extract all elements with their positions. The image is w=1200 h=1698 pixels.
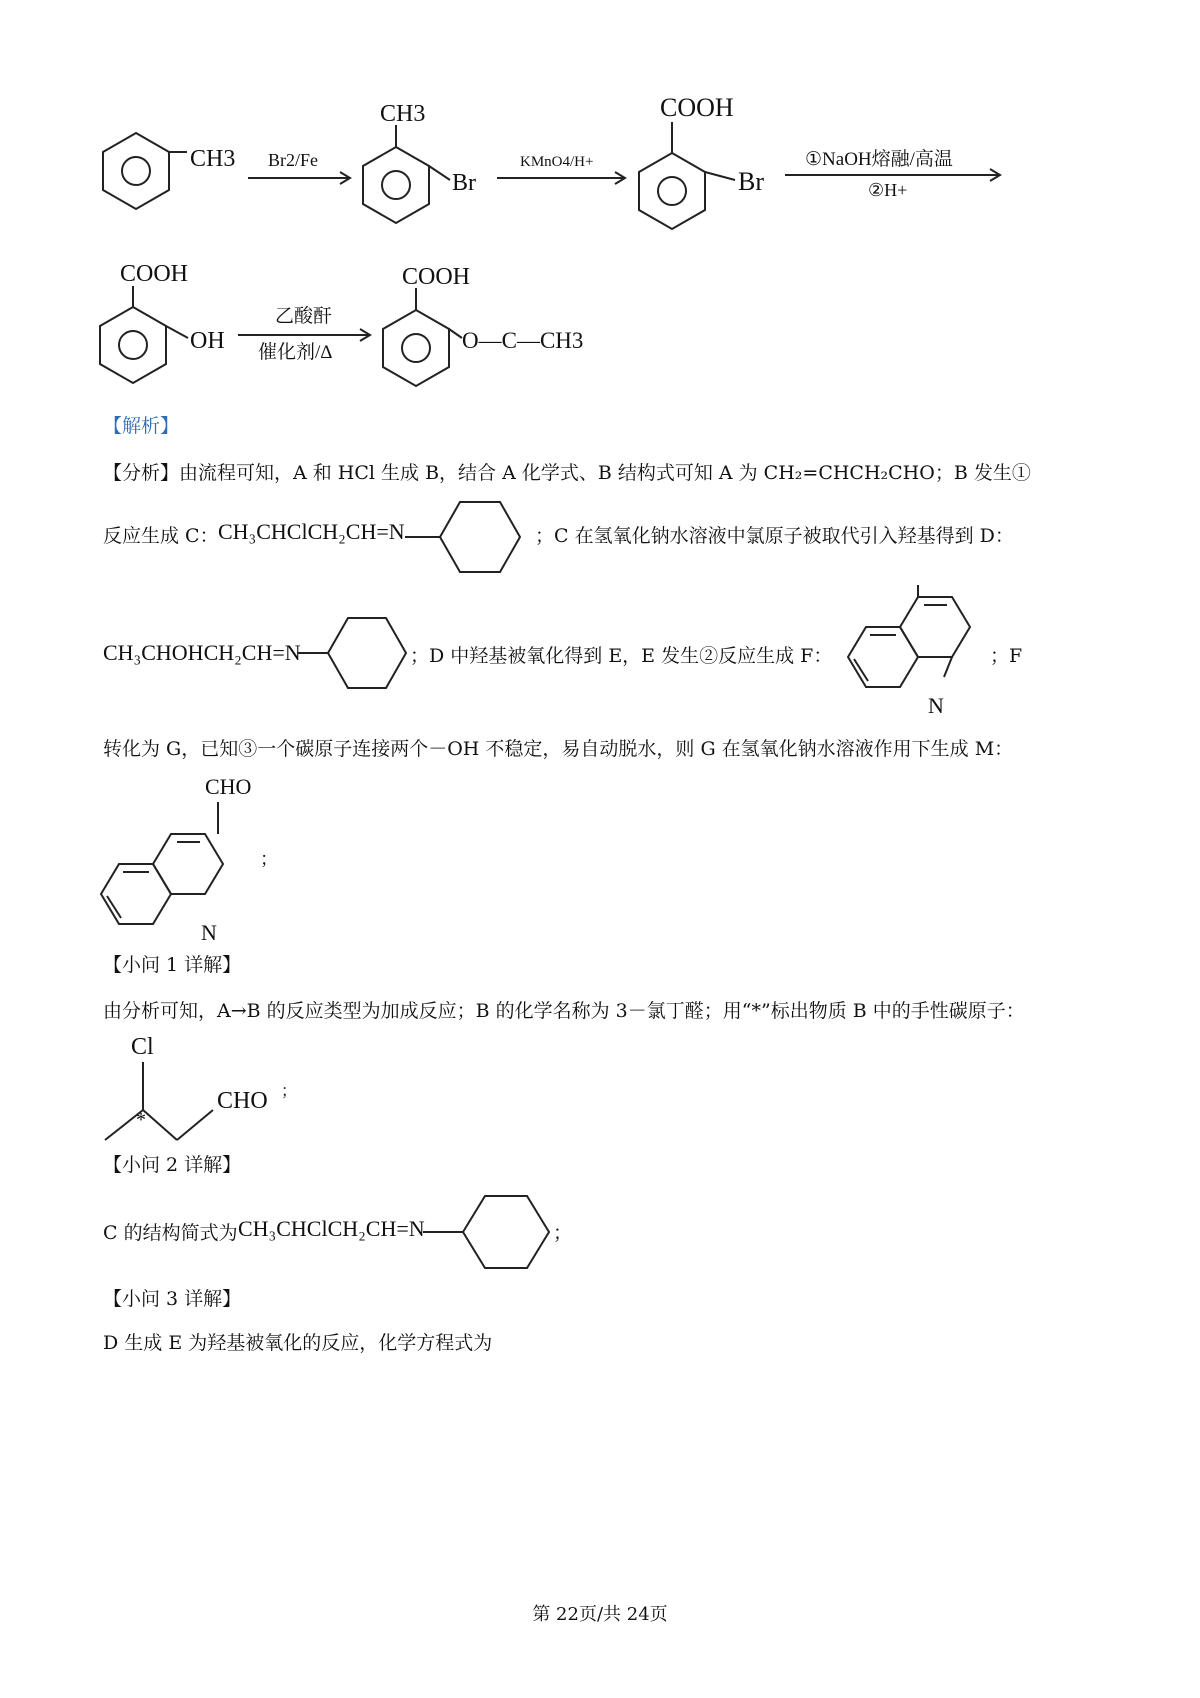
step3-line1: ①NaOH熔融/高温 (805, 149, 953, 170)
int1-br: Br (452, 170, 476, 196)
toluene-structure (103, 133, 235, 209)
q3-heading: 【小问 3 详解】 (103, 1288, 242, 1310)
int3-oh: OH (190, 328, 225, 354)
q1-text: 由分析可知，A→B 的反应类型为加成反应；B 的化学名称为 3－氯丁醛；用“*”标出物质 B 中的手性碳原子： (103, 1000, 1025, 1022)
q2-heading: 【小问 2 详解】 (103, 1154, 242, 1176)
int3-cooh: COOH (120, 261, 189, 287)
prod-chain: O—C—CH3 (462, 328, 584, 353)
b-cho: CHO (217, 1088, 268, 1114)
analysis-line-2b: ；C 在氢氧化钠水溶液中氯原子被取代引入羟基得到 D： (535, 525, 1014, 547)
analysis-line-2a: 反应生成 C： (103, 525, 219, 547)
jiexi-heading: 【解析】 (103, 415, 180, 437)
q3-text: D 生成 E 为羟基被氧化的反应，化学方程式为 (103, 1332, 493, 1354)
int1-ch3: CH3 (380, 101, 426, 127)
reaction-scheme-row2 (0, 250, 1200, 410)
int2-cooh: COOH (660, 93, 734, 122)
formula-d: CH₃CHOHCH₂CH=N (103, 640, 301, 665)
m-nitrogen: N (201, 920, 217, 945)
phenyl-c (405, 492, 525, 582)
bromobenzoic-acid-structure (639, 93, 764, 229)
b-semicolon: ； (281, 1083, 298, 1100)
toluene-ch3: CH3 (190, 146, 236, 172)
phenyl-d (298, 608, 408, 698)
analysis-line-4: 转化为 G，已知③一个碳原子连接两个－OH 不稳定，易自动脱水，则 G 在氢氧化钠水溶液作用下生成 M： (103, 738, 1014, 760)
analysis-line-1: 【分析】由流程可知，A 和 HCl 生成 B，结合 A 化学式、B 结构式可知 A 为 CH₂=CHCH₂CHO；B 发生① (103, 462, 1031, 484)
step4-line2: 催化剂/Δ (258, 342, 333, 363)
step1-reagent: Br2/Fe (268, 150, 319, 170)
step2-reagent: KMnO4/H+ (520, 154, 594, 170)
salicylic-acid-structure (100, 261, 225, 383)
b-structure (95, 1030, 315, 1150)
b-star: * (136, 1109, 146, 1131)
b-cl: Cl (131, 1034, 154, 1060)
analysis-line-3c: ；F (990, 645, 1023, 667)
q2-formula: CH₃CHClCH₂CH=N (238, 1216, 425, 1241)
step4-line1: 乙酸酐 (275, 306, 333, 327)
page-footer: 第 22页/共 24页 (532, 1604, 668, 1625)
step3-line2: ②H+ (868, 180, 908, 200)
m-semicolon: ； (260, 849, 278, 869)
prod-cooh: COOH (402, 264, 471, 290)
analysis-line-3b: ；D 中羟基被氧化得到 E，E 发生②反应生成 F： (410, 645, 833, 667)
f-nitrogen: N (928, 693, 944, 718)
q2-semicolon: ； (553, 1222, 573, 1244)
quinoline-f (830, 585, 990, 725)
m-cho: CHO (205, 774, 252, 799)
aspirin-structure (383, 264, 583, 386)
bromotoluene-structure (363, 101, 476, 223)
q2-text: C 的结构简式为 (103, 1222, 238, 1244)
phenyl-q2 (423, 1190, 553, 1280)
formula-c: CH₃CHClCH₂CH=N (218, 519, 405, 544)
reaction-scheme-row1 (0, 0, 1200, 260)
int2-br: Br (738, 167, 764, 196)
quinoline-m (95, 770, 295, 950)
q1-heading: 【小问 1 详解】 (103, 954, 242, 976)
